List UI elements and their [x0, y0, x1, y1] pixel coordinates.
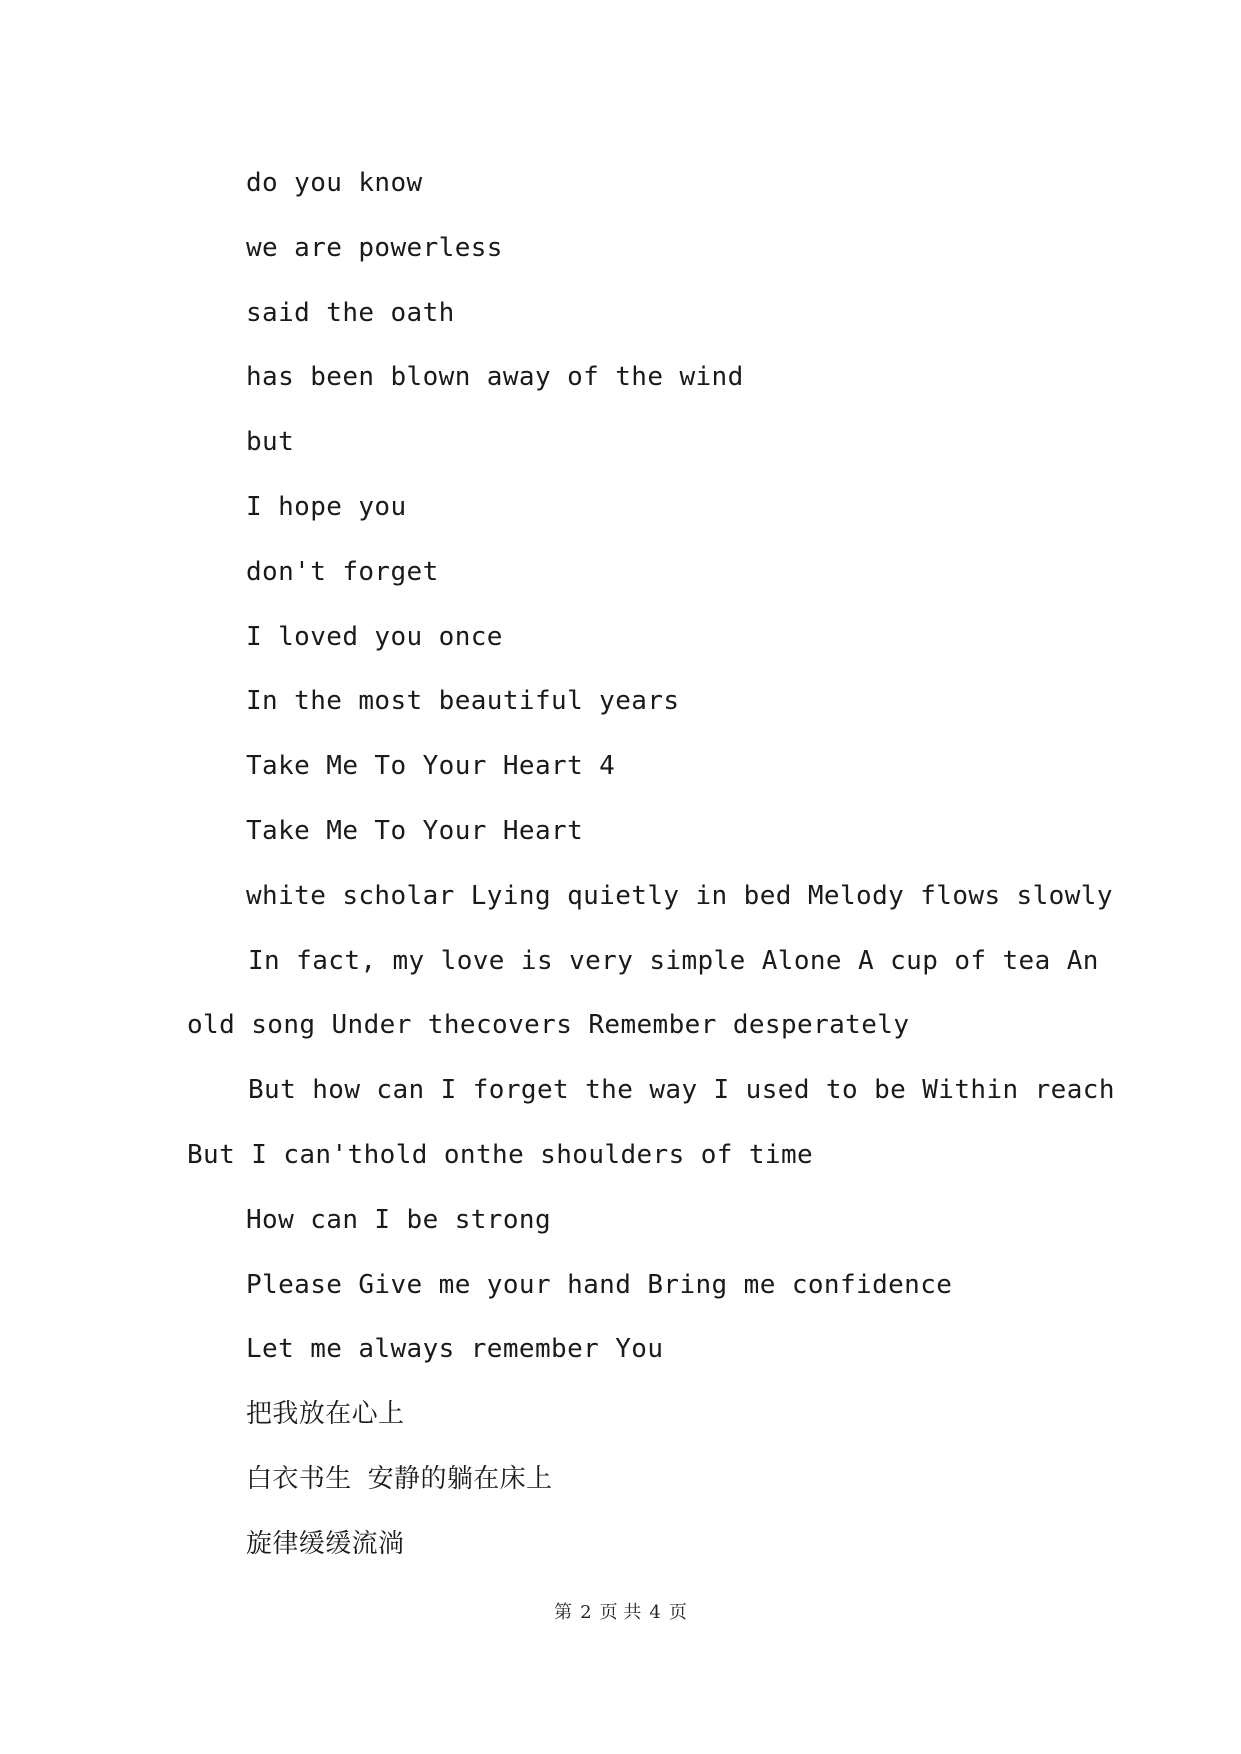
text-line: Take Me To Your Heart [246, 816, 584, 846]
text-line: but [246, 427, 295, 457]
text-line: Please Give me your hand Bring me confidence [246, 1270, 953, 1300]
text-line: I hope you [246, 492, 407, 522]
text-line: In fact, my love is very simple Alone A cup of tea An [248, 946, 1099, 976]
text-line: Let me always remember You [246, 1334, 664, 1364]
text-line: But I can'thold onthe shoulders of time [187, 1140, 814, 1170]
page-footer [0, 1598, 1241, 1624]
footer-total-pages: 4 [649, 1602, 661, 1623]
footer-middle: 页 共 [599, 1602, 642, 1623]
text-line: How can I be strong [246, 1205, 552, 1235]
footer-prefix: 第 [554, 1602, 573, 1623]
text-line: In the most beautiful years [246, 686, 680, 716]
text-line: said the oath [246, 298, 455, 328]
text-line: 把我放在心上 [246, 1399, 405, 1429]
text-line: old song Under thecovers Remember desperately [187, 1010, 910, 1040]
text-line: But how can I forget the way I used to be Within reach [248, 1075, 1115, 1105]
footer-page-number: 2 [580, 1602, 592, 1623]
text-line: Take Me To Your Heart 4 [246, 751, 616, 781]
text-line: has been blown away of the wind [246, 362, 744, 392]
text-line: don't forget [246, 557, 439, 587]
text-line: 白衣书生 安静的躺在床上 [246, 1464, 553, 1494]
text-line: white scholar Lying quietly in bed Melody flows slowly [246, 881, 1113, 911]
text-line: 旋律缓缓流淌 [246, 1529, 405, 1559]
footer-suffix: 页 [668, 1602, 687, 1623]
text-line: I loved you once [246, 622, 503, 652]
text-line: we are powerless [246, 233, 503, 263]
text-line: do you know [246, 168, 423, 198]
